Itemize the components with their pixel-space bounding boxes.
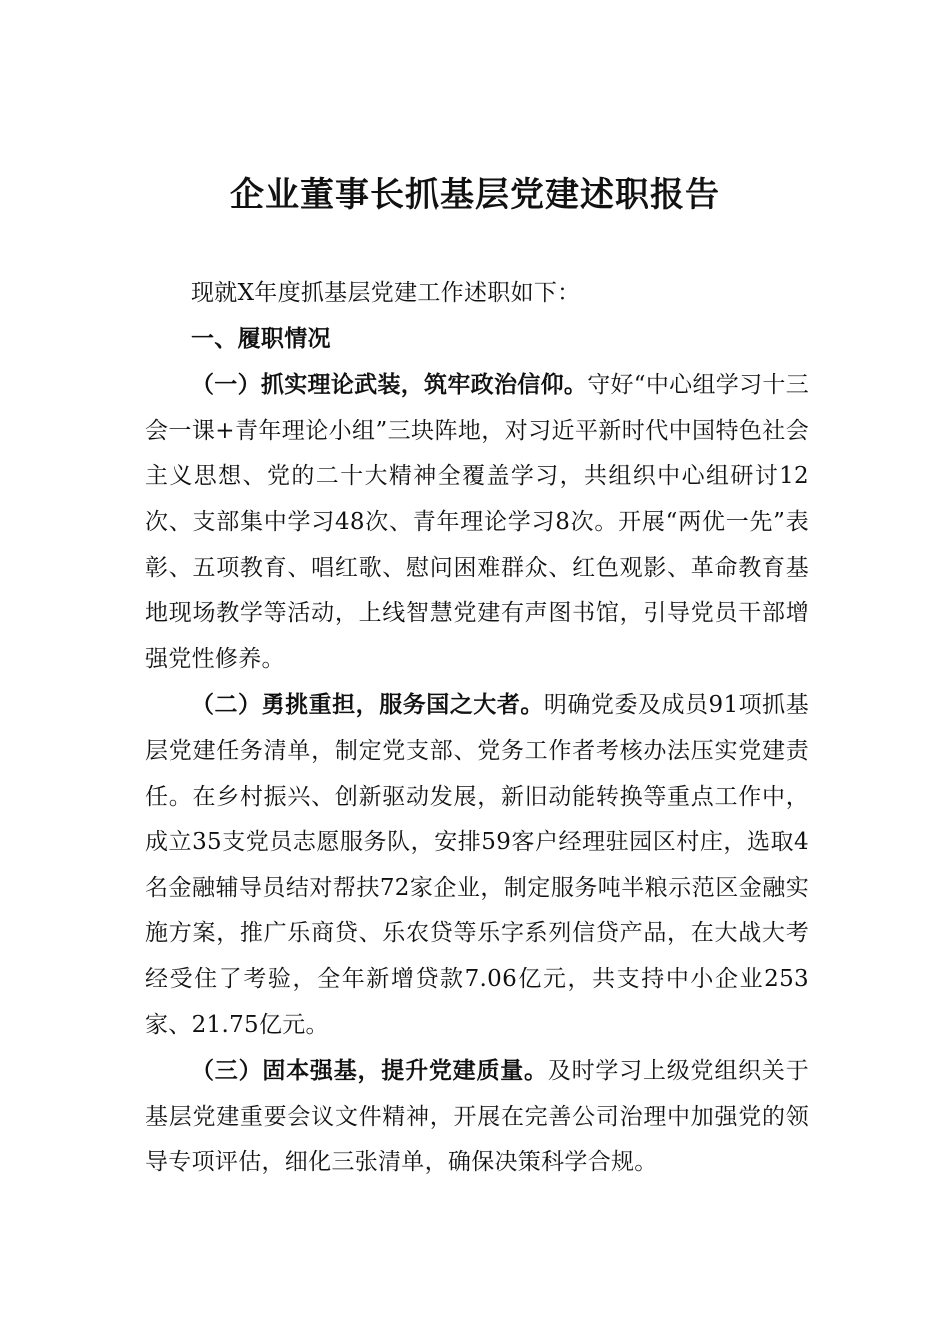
paragraph-1-text: 守好“中心组学习十三会一课+青年理论小组”三块阵地，对习近平新时代中国特色社会主义思想、党的二十大精神全覆盖学习，共组织中心组研讨12次、支部集中学习48次、青年理论学习8次。开展“两优一先”表彰、五项教育、唱红歌、慰问困难群众、红色观影、革命教育基地现场教学等活动，上线智慧党建有声图书馆，引导党员干部增强党性修养。	[145, 372, 809, 672]
paragraph-2	[145, 682, 809, 1048]
intro-paragraph: 现就X年度抓基层党建工作述职如下：	[191, 280, 581, 306]
paragraph-1-lead: （一）抓实理论武装，筑牢政治信仰。	[191, 371, 588, 399]
paragraph-3-lead: （三）固本强基，提升党建质量。	[191, 1057, 548, 1085]
document-title: 企业董事长抓基层党建述职报告	[230, 175, 720, 215]
document-body	[145, 271, 809, 1186]
section-heading: 一、履职情况	[191, 325, 331, 352]
paragraph-3-text: 及时学习上级党组织关于基层党建重要会议文件精神，开展在完善公司治理中加强党的领导专项评估，细化三张清单，确保决策科学合规。	[145, 1058, 809, 1176]
paragraph-1	[145, 362, 809, 682]
paragraph-2-lead: （二）勇挑重担，服务国之大者。	[191, 691, 544, 719]
paragraph-3	[145, 1048, 809, 1186]
paragraph-2-text: 明确党委及成员91项抓基层党建任务清单，制定党支部、党务工作者考核办法压实党建责任。在乡村振兴、创新驱动发展，新旧动能转换等重点工作中，成立35支党员志愿服务队，安排59客户经理驻园区村庄，选取4名金融辅导员结对帮扶72家企业，制定服务吨半粮示范区金融实施方案，推广乐商贷、乐农贷等乐字系列信贷产品，在大战大考经受住了考验，全年新增贷款7.06亿元，共支持中小企业253家、21.75亿元。	[145, 692, 809, 1038]
